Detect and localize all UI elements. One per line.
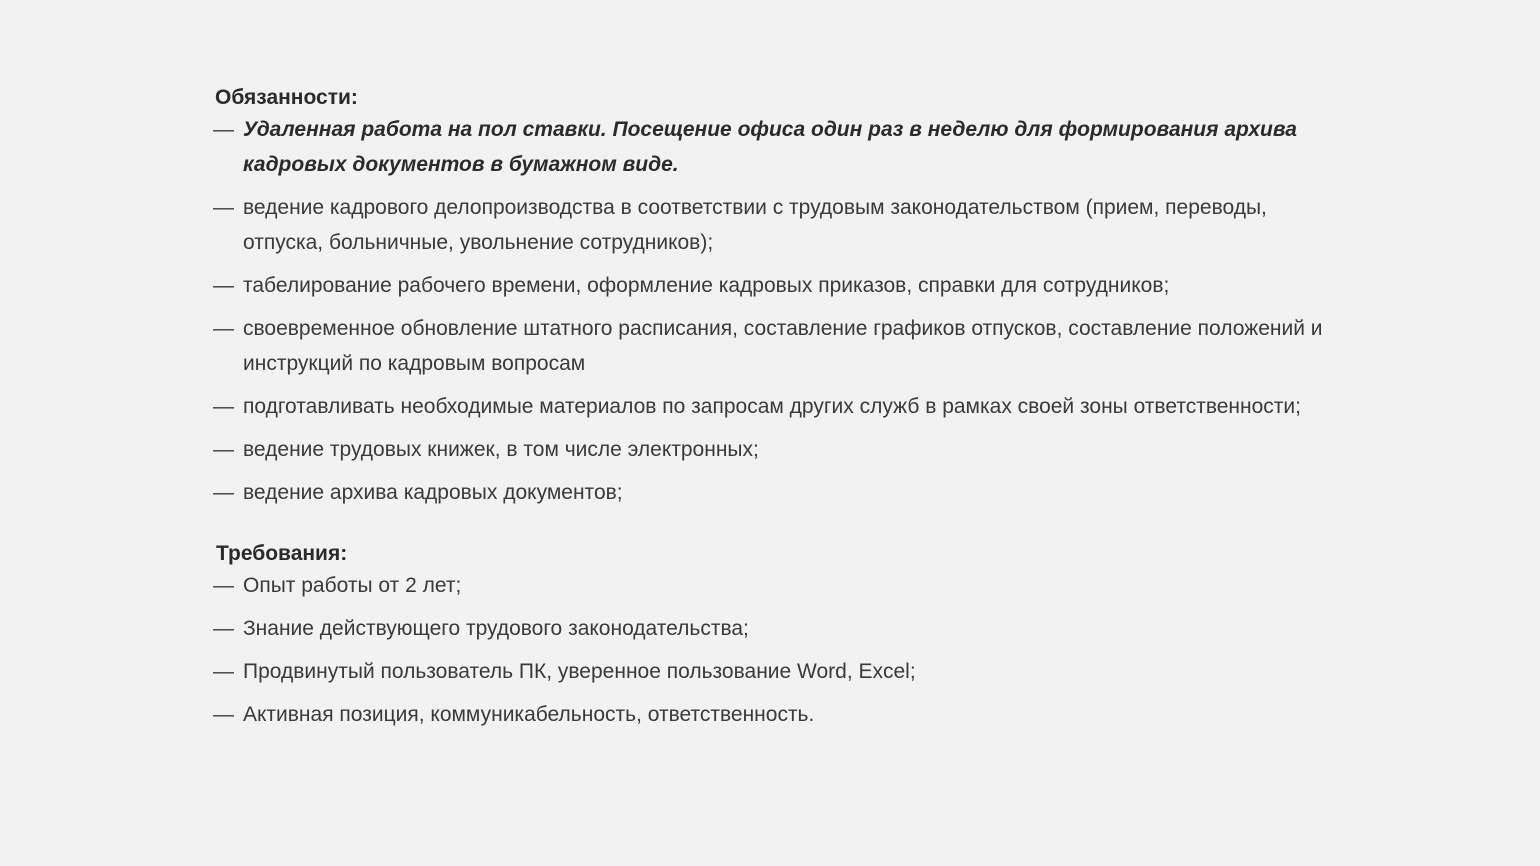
list-item-text: подготавливать необходимые материалов по запросам других служб в рамках своей зоны ответственности; xyxy=(243,395,1301,418)
list-item xyxy=(213,697,1323,732)
dash-marker: — xyxy=(213,617,234,640)
requirements-heading: Требования: xyxy=(216,542,348,565)
list-item-text: своевременное обновление штатного расписания, составление графиков отпусков, составление положений и инструкций по кадровым вопросам xyxy=(243,317,1323,375)
dash-marker: — xyxy=(213,395,234,418)
list-item xyxy=(213,311,1323,381)
list-item-text: Удаленная работа на пол ставки. Посещение офиса один раз в неделю для формирования архива кадровых документов в бумажном виде. xyxy=(243,118,1297,176)
dash-marker: — xyxy=(213,196,234,219)
list-item-text: Знание действующего трудового законодательства; xyxy=(243,617,749,640)
list-item-text: ведение архива кадровых документов; xyxy=(243,481,623,504)
list-item xyxy=(213,654,1323,689)
list-item-text: Продвинутый пользователь ПК, уверенное пользование Word, Excel; xyxy=(243,660,916,683)
duties-heading: Обязанности: xyxy=(215,86,358,109)
requirements-list xyxy=(213,568,1323,732)
list-item-text: Активная позиция, коммуникабельность, ответственность. xyxy=(243,703,815,726)
list-item xyxy=(213,568,1323,603)
dash-marker: — xyxy=(213,574,234,597)
list-item-text: табелирование рабочего времени, оформление кадровых приказов, справки для сотрудников; xyxy=(243,274,1170,297)
dash-marker: — xyxy=(213,703,234,726)
dash-marker: — xyxy=(213,274,234,297)
list-item-text: ведение трудовых книжек, в том числе электронных; xyxy=(243,438,759,461)
list-item-text: Опыт работы от 2 лет; xyxy=(243,574,462,597)
list-item xyxy=(213,389,1323,424)
dash-marker: — xyxy=(213,118,234,141)
duties-list xyxy=(213,112,1323,510)
list-item xyxy=(213,475,1323,510)
dash-marker: — xyxy=(213,438,234,461)
list-item xyxy=(213,611,1323,646)
dash-marker: — xyxy=(213,317,234,340)
list-item xyxy=(213,268,1323,303)
list-item xyxy=(213,112,1323,182)
dash-marker: — xyxy=(213,481,234,504)
list-item xyxy=(213,190,1323,260)
dash-marker: — xyxy=(213,660,234,683)
list-item xyxy=(213,432,1323,467)
job-description xyxy=(213,84,1323,740)
list-item-text: ведение кадрового делопроизводства в соответствии с трудовым законодательством (прием, переводы, отпуска, больничные, увольнение сотрудников); xyxy=(243,196,1267,254)
